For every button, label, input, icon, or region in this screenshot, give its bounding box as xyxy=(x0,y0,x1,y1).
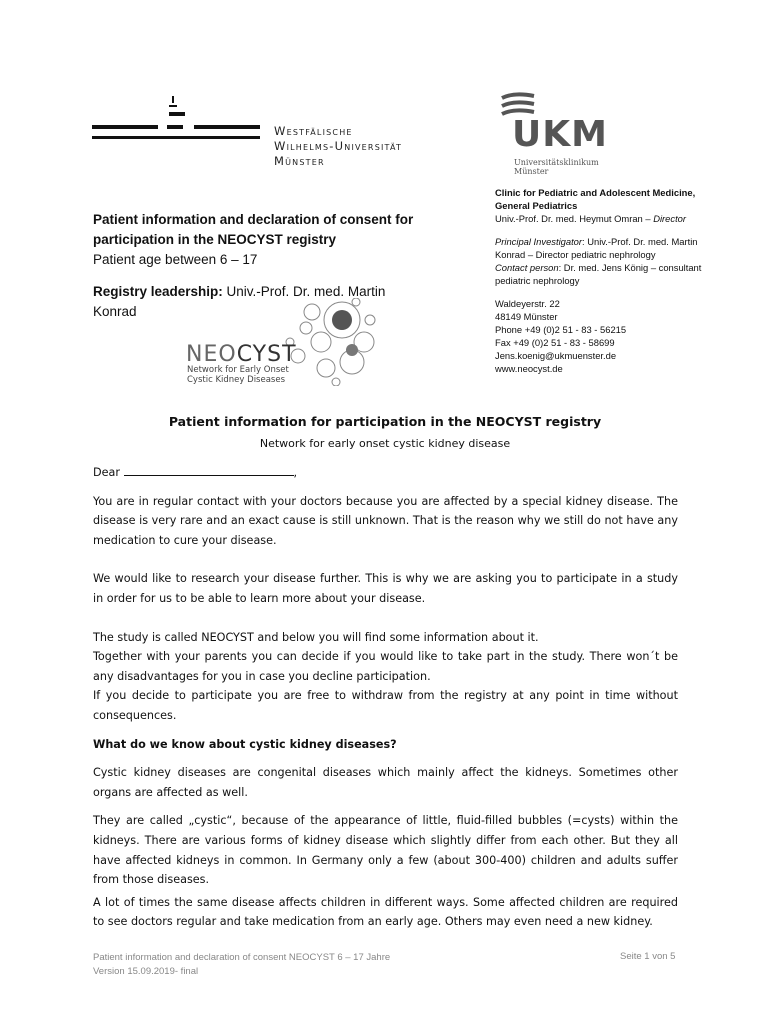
principal-investigator: Principal Investigator: Univ.-Prof. Dr. med. Martin xyxy=(495,236,698,247)
section-heading: What do we know about cystic kidney diseases? xyxy=(93,737,397,751)
wwu-name-line-1: Westfälische xyxy=(274,124,353,138)
contact-person: Contact person: Dr. med. Jens König – consultant xyxy=(495,262,702,273)
ukm-sub-2: Münster xyxy=(514,167,549,176)
contact-person-2: pediatric nephrology xyxy=(495,275,580,286)
footer-info xyxy=(93,951,390,979)
paragraph-5: They are called „cystic“, because of the appearance of little, fluid-filled bubbles (=cysts) within the kidneys. There are various forms of kidney disease which slightly differ from each other. But they all have affected kidneys in common. In Germany only a few (about 300-400) children and adults suffer from those diseases. xyxy=(93,814,678,887)
consent-title-2: participation in the NEOCYST registry xyxy=(93,232,337,247)
clinic-address-block xyxy=(495,186,745,375)
paragraph-3a: The study is called NEOCYST and below you will find some information about it. xyxy=(93,630,539,644)
phone: Phone +49 (0)2 51 - 83 - 56215 xyxy=(495,324,627,335)
ukm-wordmark: UKM xyxy=(512,114,608,155)
name-blank-line[interactable] xyxy=(124,463,294,476)
fax: Fax +49 (0)2 51 - 83 - 58699 xyxy=(495,337,615,348)
email-link[interactable]: Jens.koenig@ukmuenster.de xyxy=(495,350,617,361)
ukm-logo xyxy=(498,92,618,182)
document-subtitle: Network for early onset cystic kidney disease xyxy=(259,437,511,450)
neocyst-tagline-2: Cystic Kidney Diseases xyxy=(187,374,286,385)
website-link[interactable]: www.neocyst.de xyxy=(495,363,563,374)
paragraph-3c: If you decide to participate you are free to withdraw from the registry at any point in time without consequences. xyxy=(93,689,678,722)
neocyst-tagline-1: Network for Early Onset xyxy=(187,365,289,375)
document-title: Patient information for participation in the NEOCYST registry xyxy=(168,414,602,429)
clinic-name-2: General Pediatrics xyxy=(495,200,578,211)
footer-version: Version 15.09.2019- final xyxy=(93,966,199,977)
street: Waldeyerstr. 22 xyxy=(495,298,560,309)
patient-age: Patient age between 6 – 17 xyxy=(93,252,258,267)
wwu-name-line-3: Münster xyxy=(274,154,325,168)
city: 48149 Münster xyxy=(495,311,558,322)
paragraph-4: Cystic kidney diseases are congenital diseases which mainly affect the kidneys. Sometimes other organs are affected as well. xyxy=(93,766,678,799)
paragraph-2: We would like to research your disease further. This is why we are asking you to participate in a study in order for us to be able to learn more about your disease. xyxy=(93,572,678,605)
clinic-name-1: Clinic for Pediatric and Adolescent Medicine, xyxy=(495,187,696,198)
consent-title-1: Patient information and declaration of consent for xyxy=(93,212,414,227)
wwu-logo xyxy=(92,96,432,176)
ukm-sub-1: Universitätsklinikum xyxy=(514,158,599,167)
neocyst-wordmark: NEOCYST xyxy=(186,342,297,367)
footer-title: Patient information and declaration of consent NEOCYST 6 – 17 Jahre xyxy=(93,952,391,963)
page-number: Seite 1 von 5 xyxy=(620,951,676,962)
document-body xyxy=(93,463,678,932)
paragraph-1: You are in regular contact with your doctors because you are affected by a special kidney disease. The disease is very rare and an exact cause is still unknown. That is the reason why we still do not have any medication to cure your disease. xyxy=(93,494,678,547)
registry-leadership: Registry leadership: Univ.-Prof. Dr. med. Martin xyxy=(93,284,386,299)
salutation: Dear , xyxy=(93,463,678,483)
neocyst-logo xyxy=(186,298,376,386)
registry-leadership-2: Konrad xyxy=(93,304,137,319)
paragraph-3b: Together with your parents you can decide if you would like to take part in the study. There won´t be any disadvantages for you in case you decline participation. xyxy=(93,650,678,683)
principal-investigator-2: Konrad – Director pediatric nephrology xyxy=(495,249,656,260)
clinic-director: Univ.-Prof. Dr. med. Heymut Omran – Director xyxy=(495,213,687,224)
wwu-name-line-2: Wilhelms-Universität xyxy=(274,139,403,153)
paragraph-6: A lot of times the same disease affects children in different ways. Some affected children are required to see doctors regular and take medication from an early age. Others may even need a new kidney. xyxy=(93,895,678,929)
